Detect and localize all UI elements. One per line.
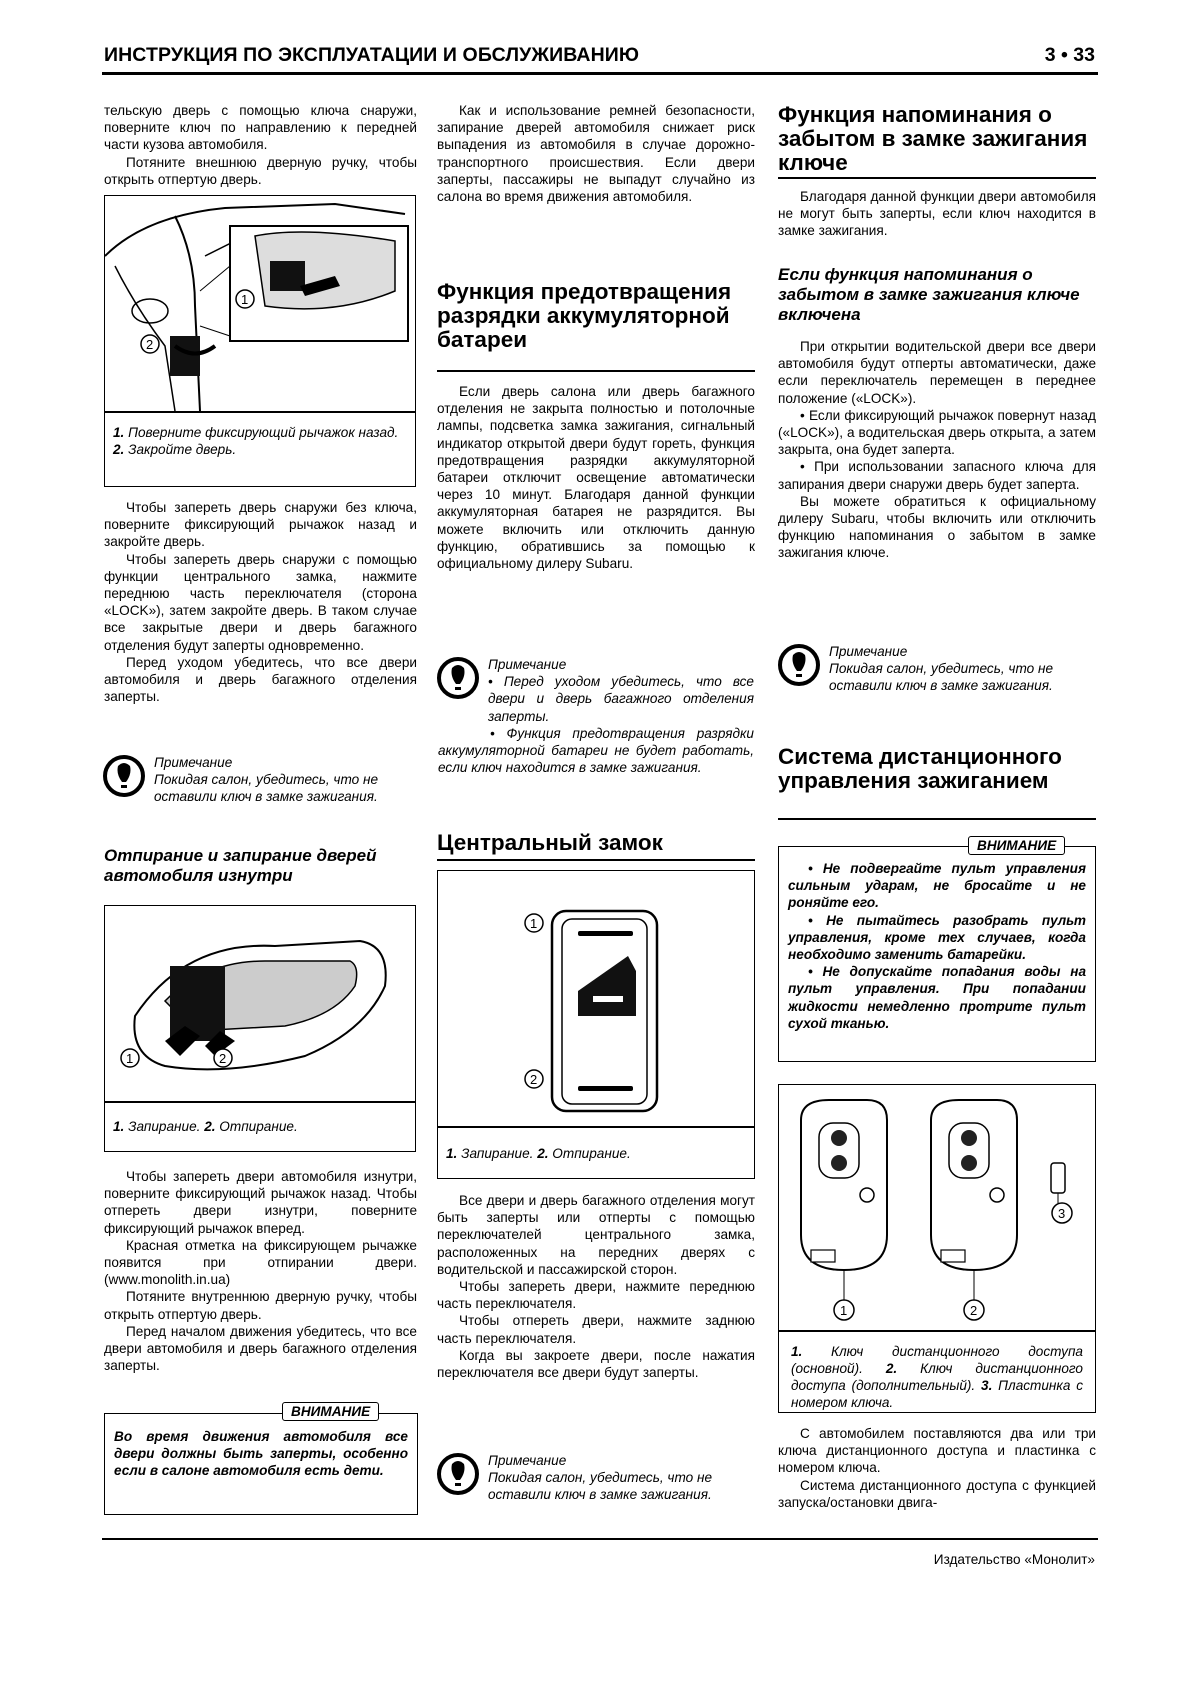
warning-bullet: • Не допускайте попадания воды на пульт управления. При попадании жидкости немедленно протрите пульт сухой тканью. (788, 964, 1086, 1031)
paragraph: Система дистанционного доступа с функцией запуска/остановки двига- (778, 1477, 1096, 1510)
note-label: Примечание (829, 644, 908, 659)
section-heading: Функция напоминания о забытом в замке зажигания ключе (778, 102, 1088, 175)
note-block (102, 754, 418, 824)
paragraph: Перед началом движения убедитесь, что все двери автомобиля и дверь багажного отделения заперты. (104, 1323, 417, 1374)
paragraph: Если дверь салона или дверь багажного отделения не закрыта полностью и потолочные лампы, подсветка замка зажигания, сигнальный индикатор открытой двери будут гореть, функция предотвращения разрядки аккумуляторной батареи отключит освещение автоматически через 10 минут. Благодаря данной функции аккумуляторная батарея не разрядится. Вы можете включить или отключить данную функцию, обратившись за помощью к официальному дилеру Subaru. (437, 384, 755, 572)
column-3-mid (778, 338, 1096, 562)
note-text: Покидая салон, убедитесь, что не оставили ключ в замке зажигания. (154, 772, 379, 805)
note-text: Покидая салон, убедитесь, что не оставили ключ в замке зажигания. (488, 1470, 713, 1503)
paragraph: тельскую дверь с помощью ключа снаружи, поверните ключ по направлению к передней части кузова автомобиля. (104, 103, 417, 153)
figure-caption: 1. Поверните фиксирующий рычажок назад. 2. Закройте дверь. (113, 425, 399, 457)
warning-bullet: • Не пытайтесь разобрать пульт управления, кроме тех случаев, когда необходимо заменить батарейки. (788, 912, 1086, 963)
paragraph: Когда вы закроете двери, после нажатия переключателя все двери будут заперты. (437, 1347, 755, 1381)
column-3-bottom (778, 1425, 1096, 1511)
exclamation-note-icon (436, 656, 480, 700)
heading-underline (437, 859, 755, 861)
heading-underline (778, 177, 1096, 179)
paragraph: Чтобы запереть дверь снаружи без ключа, поверните фиксирующий рычажок назад и закройте дверь. (104, 500, 417, 550)
column-1-top (104, 102, 417, 188)
header-rule (102, 72, 1098, 75)
paragraph: С автомобилем поставляются два или три ключа дистанционного доступа и пластинка с номером ключа. (778, 1426, 1096, 1476)
marker-1: 1 (126, 1051, 134, 1066)
note-label: Примечание (488, 657, 567, 672)
marker-2: 2 (970, 1303, 978, 1318)
marker-2: 2 (146, 337, 154, 352)
figure-caption: 1. Запирание. 2. Отпирание. (446, 1146, 631, 1161)
section-heading: Если функция напоминания о забытом в замке зажигания ключе включена (778, 265, 1080, 324)
warning-label: ВНИМАНИЕ (282, 1402, 379, 1421)
warning-label: ВНИМАНИЕ (968, 836, 1065, 855)
marker-2: 2 (530, 1072, 538, 1087)
paragraph: Чтобы отпереть двери, нажмите заднюю часть переключателя. (437, 1313, 755, 1346)
marker-3: 3 (1058, 1206, 1066, 1221)
note-bullet: • Функция предотвращения разрядки аккумуляторной батареи не будет работать, если ключ находится в замке зажигания. (438, 726, 754, 776)
note-label: Примечание (154, 755, 233, 770)
running-header-title: ИНСТРУКЦИЯ ПО ЭКСПЛУАТАЦИИ И ОБСЛУЖИВАНИЮ (104, 44, 640, 66)
paragraph: Вы можете обратиться к официальному дилеру Subaru, чтобы включить или отключить функцию напоминания о забытом в замке зажигания ключе. (778, 493, 1096, 561)
paragraph: • При использовании запасного ключа для запирания двери снаружи дверь будет заперта. (778, 459, 1096, 492)
note-block (436, 1452, 756, 1522)
paragraph: Потяните внешнюю дверную ручку, чтобы открыть отпертую дверь. (104, 154, 417, 187)
note-block (436, 656, 756, 796)
figure-caption: 1. Ключ дистанционного доступа (основной). 2. Ключ дистанционного доступа (дополнительный). 3. Пластинка с номером ключа. (791, 1344, 1083, 1410)
figure-door-exterior (104, 195, 416, 487)
publisher-footer: Издательство «Монолит» (933, 1552, 1095, 1567)
paragraph: Благодаря данной функции двери автомобиля не могут быть заперты, если ключ находится в замке зажигания. (778, 189, 1096, 239)
exclamation-note-icon (777, 643, 821, 687)
lock-switch-illustration (438, 871, 754, 1126)
page-number: 3 • 33 (1044, 44, 1095, 66)
note-label: Примечание (488, 1453, 567, 1468)
marker-1: 1 (241, 292, 249, 307)
paragraph: Чтобы запереть двери автомобиля изнутри, поверните фиксирующий рычажок назад. Чтобы отпереть двери изнутри, поверните фиксирующий рычажок вперед. (104, 1169, 417, 1236)
heading-underline (778, 818, 1096, 820)
paragraph: Как и использование ремней безопасности, запирание дверей автомобиля снижает риск выпадения из автомобиля в случае дорожно-транспортного происшествия. Если двери заперты, пассажиры не выпадут случайно из салона во время движения автомобиля. (437, 103, 755, 205)
note-text: Покидая салон, убедитесь, что не оставили ключ в замке зажигания. (829, 661, 1054, 694)
paragraph: Все двери и дверь багажного отделения могут быть заперты или отперты с помощью переключателей центрального замка, расположенных на передних дверях с водительской и пассажирской сторон. (437, 1193, 755, 1277)
paragraph: Чтобы запереть дверь снаружи с помощью функции центрального замка, нажмите переднюю часть переключателя (сторона «LOCK»), затем закройте дверь. В таком случае все закрытые двери и дверь багажного отделения будут заперты одновременно. (104, 551, 417, 653)
note-block (777, 643, 1097, 713)
remote-keys-illustration (779, 1085, 1095, 1330)
warning-bullet: • Не подвергайте пульт управления сильным ударам, не бросайте и не роняйте его. (788, 861, 1086, 911)
column-2-bottom (437, 1192, 755, 1381)
section-heading: Функция предотвращения разрядки аккумуляторной батареи (437, 279, 732, 352)
paragraph: Чтобы запереть двери, нажмите переднюю часть переключателя. (437, 1279, 755, 1312)
warning-text: Во время движения автомобиля все двери должны быть заперты, особенно если в салоне автомобиля есть дети. (114, 1429, 408, 1479)
column-1-bottom (104, 1168, 417, 1374)
paragraph: Красная отметка на фиксирующем рычажке появится при отпирании двери. (www.monolith.in.ua) (104, 1237, 417, 1288)
heading-underline (437, 370, 755, 372)
column-3-p1 (778, 188, 1096, 240)
marker-2: 2 (219, 1051, 227, 1066)
figure-central-lock-switch (437, 870, 755, 1179)
paragraph: Перед уходом убедитесь, что все двери автомобиля и дверь багажного отделения заперты. (104, 654, 417, 705)
column-2-top (437, 102, 755, 205)
figure-remote-keys (778, 1084, 1096, 1413)
paragraph: • Если фиксирующий рычажок повернут назад («LOCK»), а водительская дверь открыта, а затем закрыта, она будет заперта. (778, 407, 1096, 458)
note-bullet: • Перед уходом убедитесь, что все двери и дверь багажного отделения заперты. (488, 674, 754, 724)
figure-door-interior (104, 905, 416, 1152)
inner-handle-illustration (105, 906, 415, 1101)
door-exterior-illustration (105, 196, 415, 411)
section-heading: Отпирание и запирание дверей автомобиля изнутри (104, 846, 377, 885)
column-2-mid (437, 383, 755, 572)
footer-rule (102, 1538, 1098, 1540)
warning-bullets (788, 860, 1086, 1032)
exclamation-note-icon (436, 1452, 480, 1496)
exclamation-note-icon (102, 754, 146, 798)
marker-1: 1 (530, 916, 538, 931)
column-1-mid (104, 499, 417, 705)
paragraph: При открытии водительской двери все двери автомобиля будут отперты автоматически, даже если переключатель перемещен в переднее положение («LOCK»). (778, 339, 1096, 406)
paragraph: Потяните внутреннюю дверную ручку, чтобы открыть отпертую дверь. (104, 1289, 417, 1322)
section-heading: Система дистанционного управления зажиганием (778, 744, 1062, 793)
figure-caption: 1. Запирание. 2. Отпирание. (113, 1119, 298, 1134)
marker-1: 1 (840, 1303, 848, 1318)
section-heading: Центральный замок (437, 830, 663, 855)
